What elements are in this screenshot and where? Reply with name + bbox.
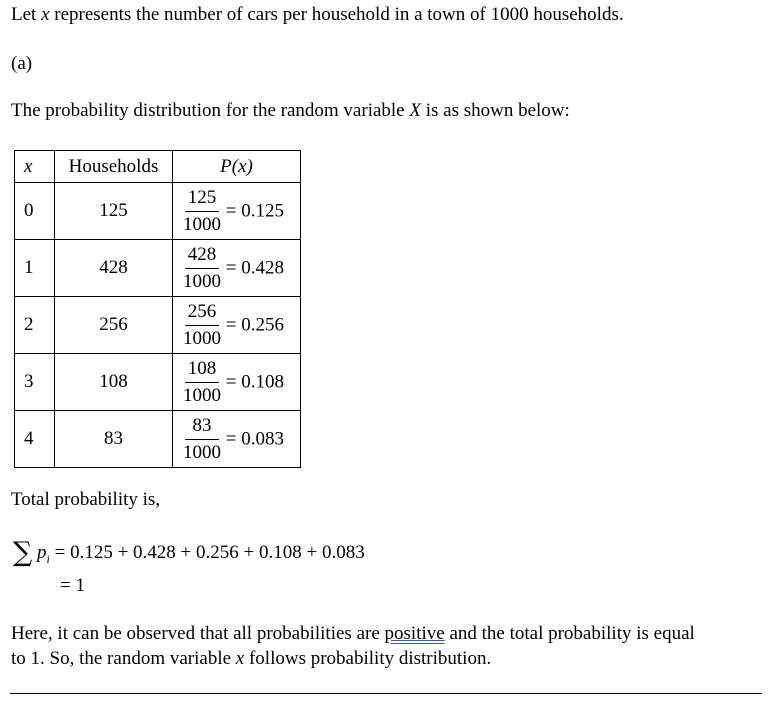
conclusion-line-1: [11, 623, 695, 645]
fraction-numerator: 125: [187, 186, 217, 208]
cell-households: 125: [55, 183, 173, 240]
cell-x: 3: [15, 354, 55, 411]
fraction-numerator: 256: [187, 300, 217, 322]
distribution-table: [14, 150, 301, 468]
table-row: [15, 240, 301, 297]
fraction: [183, 242, 221, 295]
fraction-denominator: 1000: [183, 213, 221, 235]
probability-value: = 0.428: [225, 257, 284, 278]
fraction-denominator: 1000: [183, 384, 221, 406]
dist-var: X: [409, 100, 421, 121]
cell-probability: [173, 240, 301, 297]
fraction: [183, 356, 221, 409]
total-label: Total probability is,: [11, 489, 161, 510]
cell-probability: [173, 297, 301, 354]
cell-probability: [173, 411, 301, 468]
sum-term: p: [37, 542, 47, 563]
fraction-numerator: 428: [187, 243, 217, 265]
table-row: [15, 354, 301, 411]
cell-x: 1: [15, 240, 55, 297]
conclusion-var: x: [235, 648, 245, 669]
fraction-denominator: 1000: [183, 441, 221, 463]
cell-x: 0: [15, 183, 55, 240]
cell-households: 428: [55, 240, 173, 297]
fraction-numerator: 83: [192, 414, 212, 436]
header-x: x: [15, 151, 55, 183]
positive-word: positive: [384, 623, 445, 644]
cell-x: 4: [15, 411, 55, 468]
intro-text: [11, 4, 624, 26]
intro-part1: Let: [11, 4, 42, 25]
table-row: [15, 297, 301, 354]
probability-value: = 0.125: [225, 200, 284, 221]
conclusion-1b: and the total probability is equal: [444, 623, 695, 644]
sum-rhs: = 0.125 + 0.428 + 0.256 + 0.108 + 0.083: [49, 542, 365, 563]
cell-probability: [173, 354, 301, 411]
fraction: [183, 413, 221, 466]
sum-result: = 1: [60, 575, 85, 596]
header-p: P(x): [173, 151, 301, 183]
bottom-divider: [10, 693, 762, 694]
fraction: [183, 299, 221, 352]
cell-households: 256: [55, 297, 173, 354]
cell-households: 108: [55, 354, 173, 411]
fraction-denominator: 1000: [183, 270, 221, 292]
table-body: [15, 183, 301, 468]
dist-part1: The probability distribution for the random variable: [11, 100, 410, 121]
header-households: Households: [55, 151, 173, 183]
cell-probability: [173, 183, 301, 240]
conclusion-line-2: [11, 648, 491, 670]
table-header-row: [15, 151, 301, 183]
cell-x: 2: [15, 297, 55, 354]
sum-sub: i: [46, 551, 50, 566]
distribution-sentence: [11, 100, 570, 122]
intro-part2: represents the number of cars per household in a town of 1000 households.: [49, 4, 624, 25]
conclusion-1a: Here, it can be observed that all probabilities are: [11, 623, 385, 644]
fraction-numerator: 108: [187, 357, 217, 379]
table-row: [15, 411, 301, 468]
sum-equation: [13, 537, 365, 568]
conclusion-2b: follows probability distribution.: [244, 648, 492, 669]
probability-value: = 0.256: [225, 314, 284, 335]
fraction-denominator: 1000: [183, 327, 221, 349]
table-row: [15, 183, 301, 240]
conclusion-2a: to 1. So, the random variable: [11, 648, 236, 669]
cell-households: 83: [55, 411, 173, 468]
probability-value: = 0.083: [225, 428, 284, 449]
dist-part2: is as shown below:: [420, 100, 570, 121]
sigma-symbol: ∑: [13, 537, 33, 568]
intro-var: x: [41, 4, 50, 25]
part-label: (a): [11, 53, 33, 74]
fraction: [183, 185, 221, 238]
probability-value: = 0.108: [225, 371, 284, 392]
